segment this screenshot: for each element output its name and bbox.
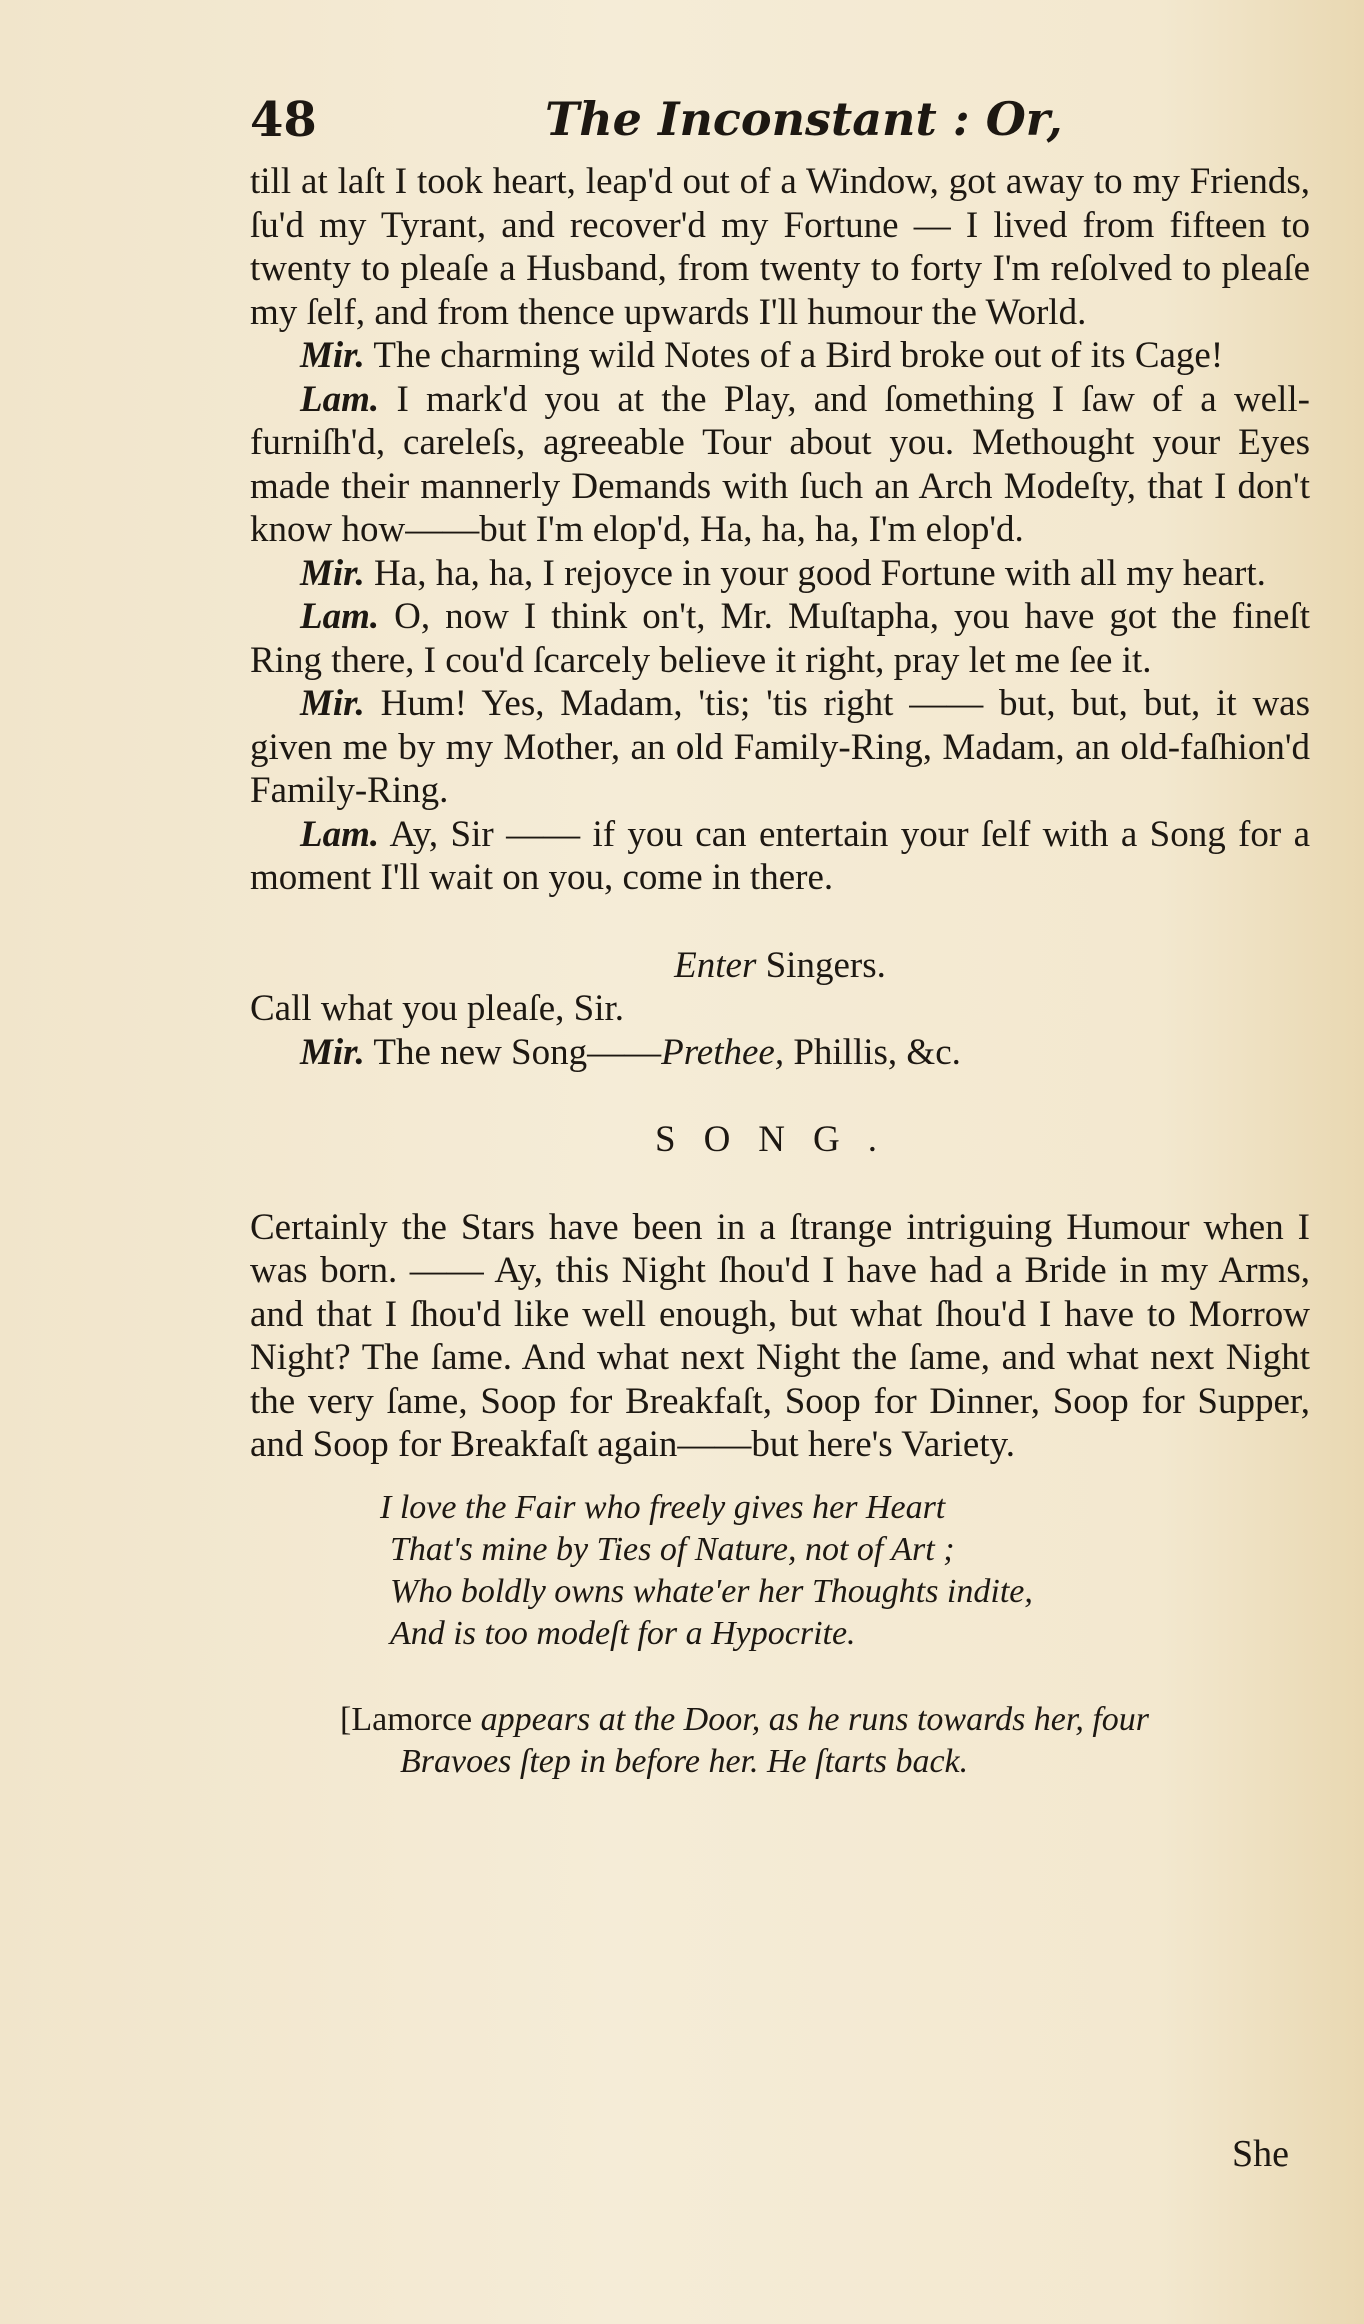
stage-direction: [Lamorce appears at the Door, as he runs towards her, four Bravoes ſtep in before her. He ſtarts back. — [340, 1700, 1150, 1780]
speaker-label: Lam. — [300, 378, 380, 420]
running-title: The Inconstant : Or, — [545, 92, 1063, 146]
enter-direction: Enter Singers. — [674, 944, 886, 986]
speech-mir-2: Mir. Ha, ha, ha, I rejoyce in your good Fortune with all my heart. — [300, 552, 1266, 594]
verse-line: And is too modeſt for a Hypocrite. — [390, 1614, 856, 1652]
verse-line: Who boldly owns whate'er her Thoughts indite, — [390, 1572, 1033, 1610]
verse-line: I love the Fair who freely gives her Heart — [380, 1488, 946, 1526]
speaker-label: Mir. — [300, 683, 365, 724]
body-text — [250, 160, 1310, 1783]
page-header — [250, 92, 1300, 162]
speech-lam-1: Lam. I mark'd you at the Play, and ſomething I ſaw of a well-furniſh'd, careleſs, agreeable Tour about you. Methought your Eyes made their mannerly Demands with ſuch an Arch Modeſty, that I don't know how——but I'm elop'd, Ha, ha, ha, I'm elop'd. — [250, 378, 1310, 550]
speech-mir-3: Mir. Hum! Yes, Madam, 'tis; 'tis right —— but, but, but, it was given me by my Mother, an old Family-Ring, Madam, an old-faſhion'd Family-Ring. — [250, 683, 1311, 811]
verse-block — [380, 1487, 1310, 1655]
speech-lam-3: Lam. Ay, Sir —— if you can entertain your ſelf with a Song for a moment I'll wait on you, come in there. — [250, 813, 1310, 898]
speaker-label: Mir. — [300, 335, 365, 376]
verse-line: That's mine by Ties of Nature, not of Art ; — [390, 1530, 955, 1568]
song-paragraph: Certainly the Stars have been in a ſtrange intriguing Humour when I was born. —— Ay, this Night ſhou'd I have had a Bride in my Arms, and that I ſhou'd like well enough, but what ſhou'd I have to Morrow Night? The ſame. And what next Night the ſame, and what next Night the very ſame, Soop for Breakfaſt, Soop for Dinner, Soop for Supper, and Soop for Breakfaſt again——but here's Variety. — [250, 1206, 1310, 1465]
speaker-label: Mir. — [300, 1031, 365, 1073]
speech-mir-song: Mir. The new Song——Prethee, Phillis, &c. — [300, 1031, 961, 1073]
catchword: She — [1232, 2133, 1289, 2175]
speaker-label: Lam. — [300, 813, 380, 855]
paragraph-0: till at laſt I took heart, leap'd out of a Window, got away to my Friends, ſu'd my Tyrant, and recover'd my Fortune — I lived from fifteen to twenty to pleaſe a Husband, from twenty to forty I'm reſolved to pleaſe my ſelf, and from thence upwards I'll humour the World. — [250, 161, 1310, 333]
speech-mir-1: Mir. The charming wild Notes of a Bird broke out of its Cage! — [300, 335, 1224, 376]
song-heading: SONG. — [655, 1119, 905, 1160]
call-line: Call what you pleaſe, Sir. — [250, 988, 625, 1029]
speaker-label: Mir. — [300, 552, 365, 594]
page-number: 48 — [250, 92, 317, 148]
speaker-label: Lam. — [300, 596, 380, 637]
speech-lam-2: Lam. O, now I think on't, Mr. Muſtapha, you have got the fineſt Ring there, I cou'd ſcarcely believe it right, pray let me ſee it. — [250, 596, 1310, 681]
